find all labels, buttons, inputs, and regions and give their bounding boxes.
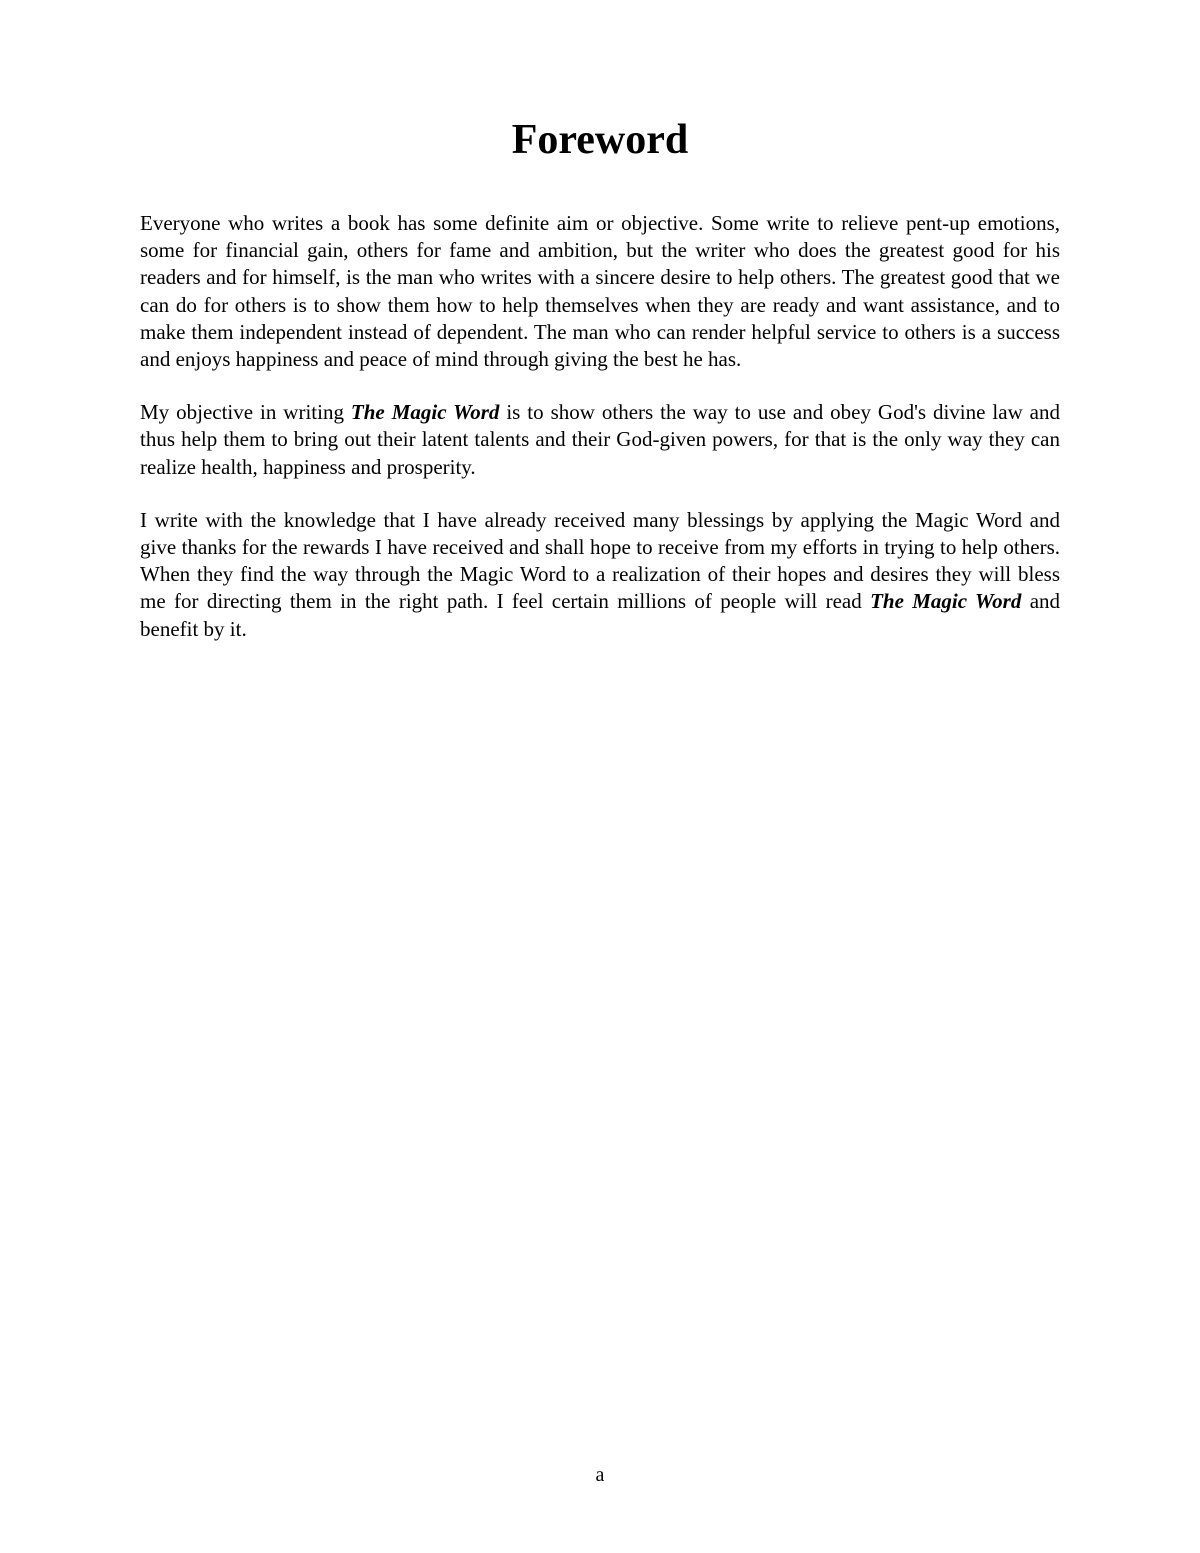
page-title: Foreword	[511, 117, 689, 163]
body-text	[140, 210, 1060, 669]
paragraph-3-text-before: I write with the knowledge that I have already received many blessings by applying the Magic Word and give thanks for the rewards I have received and shall hope to receive from my efforts in trying to help others. When they find the way through the Magic Word to a realization of their hopes and desires they will bless me for directing them in the right path. I feel certain millions of people will read	[140, 507, 1060, 614]
paragraph-3-book-title: The Magic Word	[870, 589, 1022, 614]
paragraph-2-text-after: is to show others the way to use and obey God's divine law and thus help them to bring out their latent talents and their God-given powers, for that is the only way they can realize health, happiness and prosperity.	[140, 400, 1060, 479]
paragraph-2-book-title: The Magic Word	[350, 400, 500, 425]
paragraph-3	[140, 507, 1060, 643]
page-number: a	[595, 1464, 605, 1486]
paragraph-1	[140, 210, 1060, 373]
paragraph-2-text-before: My objective in writing	[140, 400, 351, 425]
paragraph-2	[140, 399, 1060, 481]
paragraph-1-text: Everyone who writes a book has some definite aim or objective. Some write to relieve pent-up emotions, some for financial gain, others for fame and ambition, but the writer who does the greatest good for his readers and for himself, is the man who writes with a sincere desire to help others. The greatest good that we can do for others is to show them how to help themselves when they are ready and want assistance, and to make them independent instead of dependent. The man who can render helpful service to others is a success and enjoys happiness and peace of mind through giving the best he has.	[140, 211, 1060, 372]
paragraph-3-text-after: and benefit by it.	[140, 589, 1061, 641]
